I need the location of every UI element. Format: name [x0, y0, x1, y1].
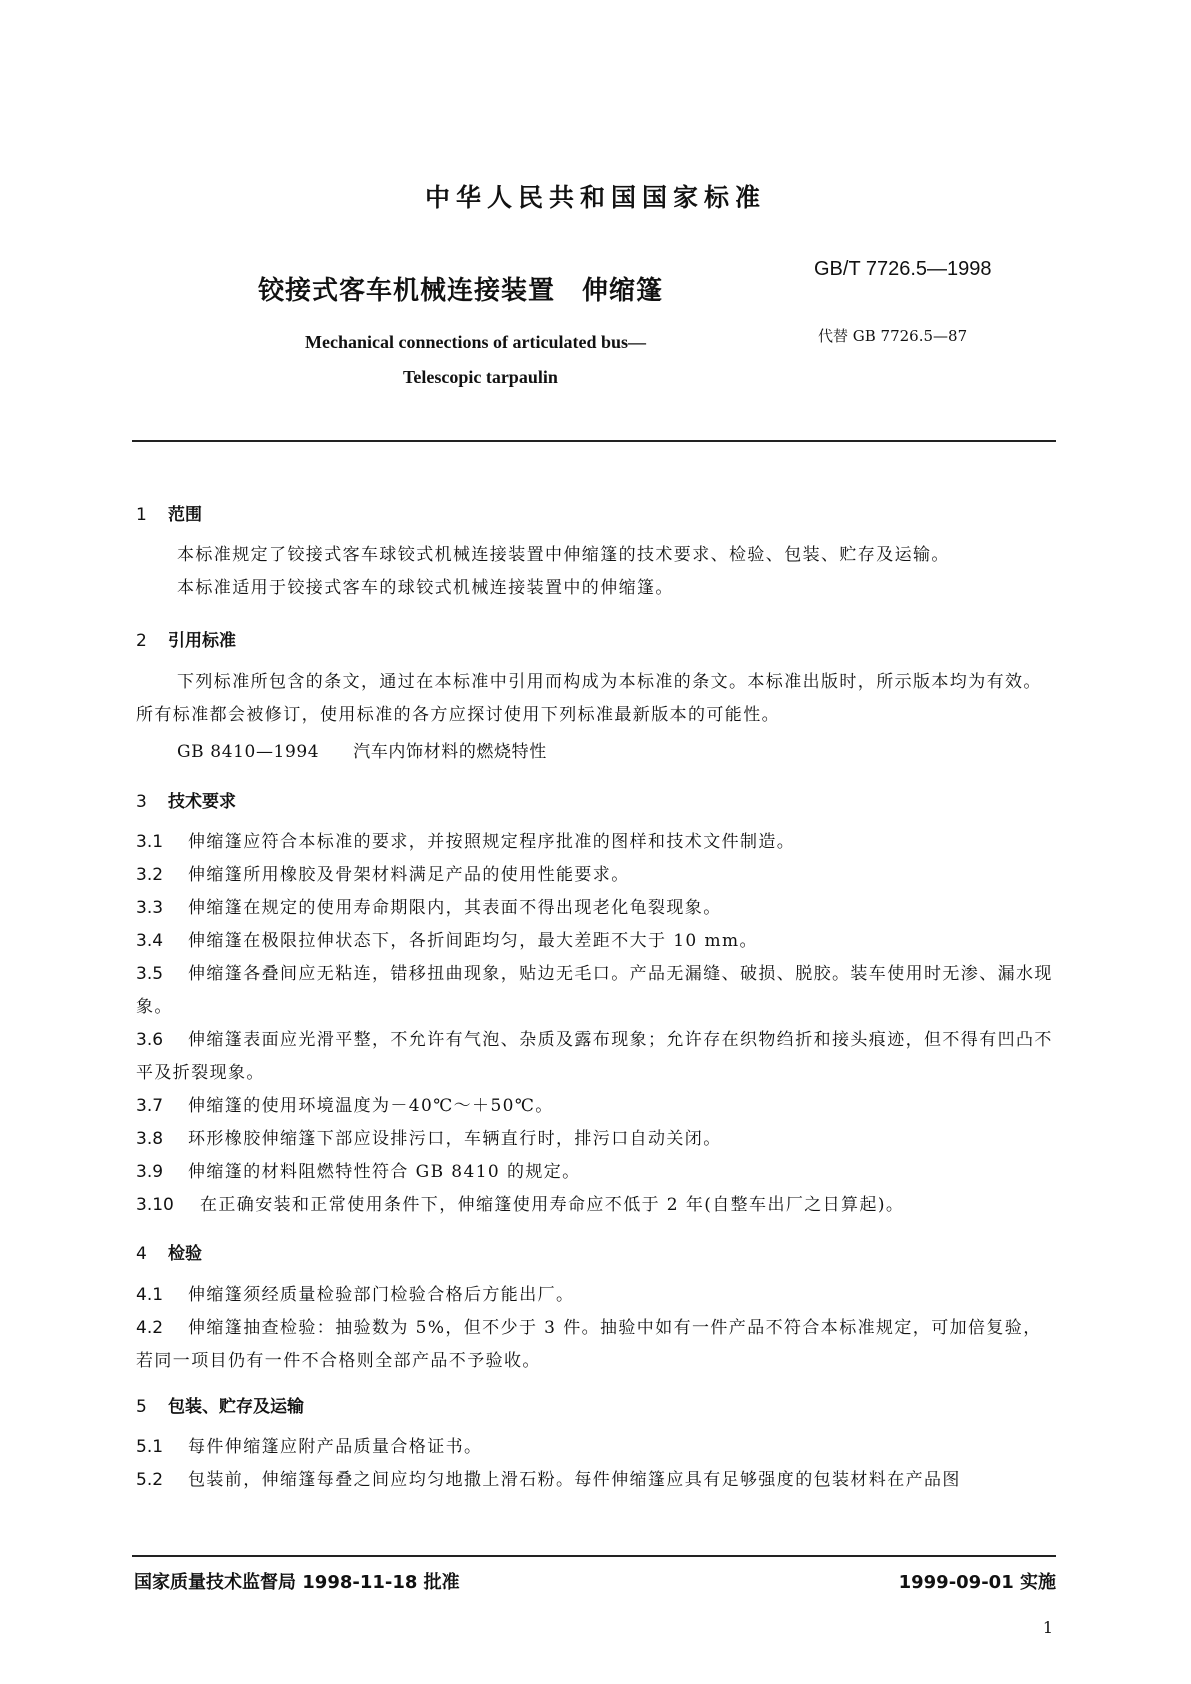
- clause: [136, 826, 1056, 859]
- clause-number: 3.10: [136, 1195, 174, 1215]
- clause: [136, 1431, 1056, 1464]
- clause-number: 3.2: [136, 865, 164, 885]
- clause-number: 3.6: [136, 1030, 164, 1050]
- clause: [136, 1156, 1056, 1189]
- paragraph: 本标准规定了铰接式客车球铰式机械连接装置中伸缩篷的技术要求、检验、包装、贮存及运输。: [177, 545, 950, 565]
- section-title: 技术要求: [168, 792, 236, 812]
- approval-statement: 国家质量技术监督局 1998-11-18 批准: [134, 1572, 460, 1593]
- clause: [136, 1312, 1056, 1378]
- section-number: 5: [136, 1397, 147, 1417]
- clause-text: 环形橡胶伸缩篷下部应设排污口，车辆直行时，排污口自动关闭。: [188, 1129, 722, 1149]
- header-divider: [132, 440, 1056, 442]
- clause: [136, 1123, 1056, 1156]
- standard-title-en-line1: Mechanical connections of articulated bus—: [305, 332, 646, 352]
- clause-text: 伸缩篷表面应光滑平整，不允许有气泡、杂质及露布现象；允许存在织物绉折和接头痕迹，但不得有凹凸不平及折裂现象。: [136, 1030, 1053, 1083]
- clause-text: 伸缩篷各叠间应无粘连，错移扭曲现象，贴边无毛口。产品无漏缝、破损、脱胶。装车使用时无渗、漏水现象。: [136, 964, 1053, 1017]
- replaces-standard: 代替 GB 7726.5—87: [818, 327, 968, 345]
- clause-number: 4.1: [136, 1285, 164, 1305]
- section-title: 范围: [168, 505, 202, 525]
- clause: [136, 859, 1056, 892]
- national-standard-heading: 中华人民共和国国家标准: [424, 183, 766, 212]
- clause-text: 伸缩篷抽查检验：抽验数为 5%，但不少于 3 件。抽验中如有一件产品不符合本标准规定，可加倍复验，若同一项目仍有一件不合格则全部产品不予验收。: [136, 1318, 1042, 1371]
- clause-number: 5.1: [136, 1437, 164, 1457]
- section-title: 引用标准: [168, 631, 236, 651]
- clause-text: 包装前，伸缩篷每叠之间应均匀地撒上滑石粉。每件伸缩篷应具有足够强度的包装材料在产品图: [188, 1470, 961, 1490]
- section-heading-5: [136, 1392, 304, 1417]
- clause-text: 伸缩篷所用橡胶及骨架材料满足产品的使用性能要求。: [188, 865, 630, 885]
- clause: [136, 892, 1056, 925]
- clause: [136, 1464, 1056, 1497]
- clause: [136, 958, 1056, 1024]
- standard-title-en-line2: Telescopic tarpaulin: [403, 367, 558, 387]
- standard-title-cn: 铰接式客车机械连接装置 伸缩篷: [258, 276, 664, 306]
- clause-number: 5.2: [136, 1470, 164, 1490]
- reference-entry: [177, 737, 547, 762]
- reference-code: GB 8410—1994: [177, 742, 320, 762]
- section-number: 2: [136, 631, 147, 651]
- clause-number: 3.4: [136, 931, 164, 951]
- section-number: 4: [136, 1244, 147, 1264]
- clause-number: 3.3: [136, 898, 164, 918]
- clause-number: 3.5: [136, 964, 164, 984]
- standard-number: GB/T 7726.5—1998: [814, 258, 992, 280]
- clause-text: 伸缩篷的材料阻燃特性符合 GB 8410 的规定。: [188, 1162, 581, 1182]
- reference-title: 汽车内饰材料的燃烧特性: [353, 742, 547, 762]
- footer-divider: [132, 1555, 1056, 1557]
- section-number: 3: [136, 792, 147, 812]
- section-title: 包装、贮存及运输: [168, 1397, 304, 1417]
- clause: [136, 1090, 1056, 1123]
- clause: [136, 1189, 1056, 1222]
- page-number: 1: [1042, 1618, 1053, 1637]
- clause-number: 3.9: [136, 1162, 164, 1182]
- clause-number: 3.7: [136, 1096, 164, 1116]
- clause: [136, 925, 1056, 958]
- section-heading-3: [136, 787, 236, 812]
- clause: [136, 1024, 1056, 1090]
- clause-text: 伸缩篷的使用环境温度为－40℃～＋50℃。: [188, 1096, 554, 1116]
- clause-text: 伸缩篷在极限拉伸状态下，各折间距均匀，最大差距不大于 10 mm。: [188, 931, 758, 951]
- section-heading-4: [136, 1239, 202, 1264]
- section-heading-2: [136, 626, 236, 651]
- clause-text: 在正确安装和正常使用条件下，伸缩篷使用寿命应不低于 2 年(自整车出厂之日算起)。: [200, 1195, 905, 1215]
- section-title: 检验: [168, 1244, 202, 1264]
- paragraph: 本标准适用于铰接式客车的球铰式机械连接装置中的伸缩篷。: [177, 578, 674, 598]
- clause-text: 每件伸缩篷应附产品质量合格证书。: [188, 1437, 483, 1457]
- clause: [136, 1279, 1056, 1312]
- paragraph: 下列标准所包含的条文，通过在本标准中引用而构成为本标准的条文。本标准出版时，所示版本均为有效。所有标准都会被修订，使用标准的各方应探讨使用下列标准最新版本的可能性。: [136, 672, 1042, 725]
- implementation-date: 1999-09-01 实施: [898, 1572, 1056, 1593]
- clause-text: 伸缩篷在规定的使用寿命期限内，其表面不得出现老化龟裂现象。: [188, 898, 722, 918]
- section-heading-1: [136, 500, 202, 525]
- clause-text: 伸缩篷应符合本标准的要求，并按照规定程序批准的图样和技术文件制造。: [188, 832, 796, 852]
- clause-number: 3.8: [136, 1129, 164, 1149]
- section-number: 1: [136, 505, 147, 525]
- clause-number: 4.2: [136, 1318, 164, 1338]
- clause-number: 3.1: [136, 832, 164, 852]
- clause-text: 伸缩篷须经质量检验部门检验合格后方能出厂。: [188, 1285, 575, 1305]
